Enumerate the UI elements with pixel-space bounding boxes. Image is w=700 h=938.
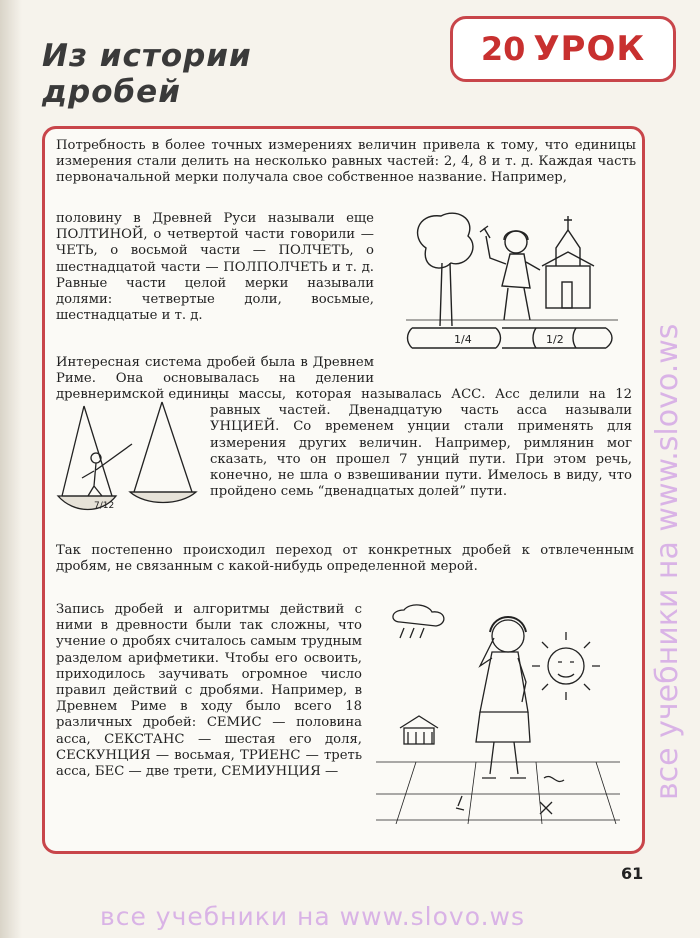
illustration-woodcutter xyxy=(406,208,618,360)
paragraph-abstract-fractions: Так постепенно происходил переход от конкретных дробей к отвлеченным дробям, не связанным с какой-нибудь определенной мерой. xyxy=(56,543,634,575)
lesson-word: УРОК xyxy=(533,29,646,69)
illustration-scales xyxy=(54,396,202,516)
paragraph-difficult-fractions: Запись дробей и алгоритмы действий с ними в древности были так сложны, что учение о дробях считалось самым трудным разделом арифметики. Чтобы его освоить, приходилось заучивать огромное число правил действий с дробями. Например, в Древнем Риме в ходу было всего 18 различных дробей: СЕМИС — половина асса, СЕКСТАНС — шестая его доля, СЕСКУНЦИЯ — восьмая, ТРИЕНС — треть асса, БЕС — две трети, СЕМИУНЦИЯ — xyxy=(56,602,362,780)
page-title xyxy=(42,38,252,110)
lesson-badge xyxy=(450,16,676,82)
page-binding-shadow xyxy=(0,0,22,938)
lesson-number: 20 xyxy=(480,30,526,68)
log-label-half: 1/2 xyxy=(546,333,564,346)
paragraph-ancient-rus: половину в Древней Руси называли еще ПОЛТИНОЙ, о четвертой части говорили — ЧЕТЬ, о восьмой части — ПОЛЧЕТЬ, о шестнадцатой части — ПОЛПОЛЧЕТЬ и т. д. Равные части целой мерки называли долями: четвертые доли, восьмые, шестнадцатые и т. д. xyxy=(56,211,374,324)
page-title-line-1: Из истории xyxy=(42,38,252,74)
illustration-roman-boy xyxy=(376,602,620,824)
log-label-quarter: 1/4 xyxy=(454,333,472,346)
paragraph-measurements: Потребность в более точных измерениях величин привела к тому, что единицы измерения стали делить на несколько равных частей: 2, 4, 8 и т. д. Каждая часть первоначальной мерки получала свое собственное название. Например, xyxy=(56,138,636,186)
page-title-line-2: дробей xyxy=(42,74,181,110)
watermark-side: все учебники на www.slovo.ws xyxy=(650,323,685,800)
paragraph-rome-as: цы массы, которая называлась АСС. Асс делили на 12 равных частей. Двенадцатую часть асса называли УНЦИЕЙ. Со временем унции стали применять для измерения других величин. Например, римлянин мог сказать, что он прошел 7 унций пути. При этом речь, конечно, не шла о взвешивании пути. Имелось в виду, что пройдено семь “двенадцатых долей” пути. xyxy=(210,387,632,500)
scale-label: 7/12 xyxy=(94,501,115,511)
page-number: 61 xyxy=(621,864,644,883)
paragraph-rome-intro: Интересная система дробей была в Древнем Риме. Она основывалась на делении древнеримской едини- xyxy=(56,355,374,403)
watermark-bottom: все учебники на www.slovo.ws xyxy=(100,902,525,931)
